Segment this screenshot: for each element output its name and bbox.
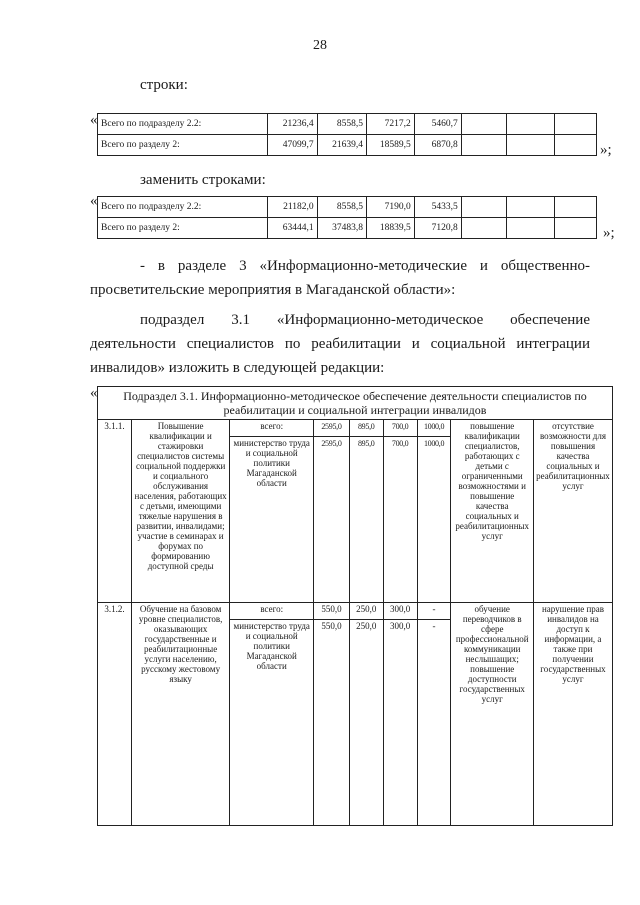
cell-empty [507, 197, 554, 218]
row-number: 3.1.2. [98, 603, 132, 826]
cell-value: 895,0 [349, 420, 383, 437]
table-row [98, 135, 597, 156]
cell-value: 2595,0 [314, 420, 350, 437]
cell-empty [554, 114, 596, 135]
cell-value: 250,0 [349, 620, 383, 826]
cell-empty [554, 135, 596, 156]
cell-value: 5460,7 [414, 114, 461, 135]
row-name: Всего по подразделу 2.2: [98, 114, 268, 135]
cell-value: 2595,0 [314, 437, 350, 603]
close-quote-2: »; [603, 225, 615, 241]
cell-value: 250,0 [349, 603, 383, 620]
total-label: всего: [230, 420, 314, 437]
cell-value: 21236,4 [268, 114, 317, 135]
cell-empty [507, 218, 554, 239]
cell-value: 1000,0 [417, 420, 451, 437]
cell-value: 18839,5 [367, 218, 415, 239]
open-quote-3: « [90, 385, 98, 401]
cell-value: 37483,8 [317, 218, 366, 239]
cell-value: 21639,4 [317, 135, 366, 156]
result-text: обучение переводчиков в сфере профессиональной коммуникации неслышащих; повышение доступности государственных услуг [451, 603, 534, 826]
para2-line2: деятельности специалистов по реабилитации и социальной интеграции [90, 336, 590, 352]
cell-empty [507, 114, 554, 135]
label-rows: строки: [140, 77, 188, 93]
cell-value: 47099,7 [268, 135, 317, 156]
table-row [98, 603, 613, 620]
organization: министерство труда и социальной политики Магаданской области [230, 620, 314, 826]
cell-empty [461, 218, 507, 239]
cell-empty [554, 197, 596, 218]
table-row [98, 197, 597, 218]
para2-line1: подраздел 3.1 «Информационно-методическое обеспечение [140, 312, 590, 328]
risk-text: нарушение прав инвалидов на доступ к информации, а также при получении государственных услуг [533, 603, 612, 826]
cell-empty [461, 197, 507, 218]
cell-value: 895,0 [349, 437, 383, 603]
cell-value: 8558,5 [317, 114, 366, 135]
label-replace: заменить строками: [140, 172, 266, 188]
cell-value: 18589,5 [367, 135, 415, 156]
risk-text: отсутствие возможности для повышения качества социальных и реабилитационных услуг [533, 420, 612, 603]
row-name: Всего по разделу 2: [98, 218, 268, 239]
subsection-header: Подраздел 3.1. Информационно-методическое обеспечение деятельности специалистов по реабилитации и социальной интеграции инвалидов [98, 387, 613, 420]
cell-value: 7120,8 [414, 218, 461, 239]
organization: министерство труда и социальной политики Магаданской области [230, 437, 314, 603]
table-new-rows [97, 196, 597, 239]
row-number: 3.1.1. [98, 420, 132, 603]
cell-value: 7217,2 [367, 114, 415, 135]
open-quote-1: « [90, 112, 98, 128]
cell-value: 300,0 [383, 620, 417, 826]
cell-value: 1000,0 [417, 437, 451, 603]
result-text: повышение квалификации специалистов, работающих с детьми с ограниченными возможностями и повышение качества социальных и реабилитационных услуг [451, 420, 534, 603]
page-number: 28 [313, 38, 327, 53]
cell-value: 21182,0 [268, 197, 317, 218]
cell-value: 700,0 [383, 437, 417, 603]
cell-value: 63444,1 [268, 218, 317, 239]
subsection-table [97, 386, 613, 826]
cell-value: - [417, 603, 451, 620]
table-header-row [98, 387, 613, 420]
total-label: всего: [230, 603, 314, 620]
para1-line1: - в разделе 3 «Информационно-методические и общественно- [140, 258, 590, 274]
cell-value: 700,0 [383, 420, 417, 437]
para1-line2: просветительские мероприятия в Магаданской области»: [90, 282, 456, 298]
close-quote-1: »; [600, 142, 612, 158]
cell-empty [554, 218, 596, 239]
cell-value: 8558,5 [317, 197, 366, 218]
table-row [98, 218, 597, 239]
cell-value: 5433,5 [414, 197, 461, 218]
row-name: Всего по разделу 2: [98, 135, 268, 156]
cell-value: 7190,0 [367, 197, 415, 218]
cell-value: - [417, 620, 451, 826]
cell-value: 550,0 [314, 620, 350, 826]
cell-value: 300,0 [383, 603, 417, 620]
cell-value: 550,0 [314, 603, 350, 620]
row-name: Обучение на базовом уровне специалистов, оказывающих государственные и реабилитационные услуги населению, русскому жестовому языку [131, 603, 229, 826]
cell-value: 6870,8 [414, 135, 461, 156]
row-name: Повышение квалификации и стажировки специалистов системы социальной поддержки и социального обслуживания населения, работающих с детьми, имеющими тяжелые нарушения в развитии, инвалидами; участие в семинарах и форумах по формированию доступной среды [131, 420, 229, 603]
open-quote-2: « [90, 193, 98, 209]
table-row [98, 114, 597, 135]
cell-empty [461, 114, 507, 135]
row-name: Всего по подразделу 2.2: [98, 197, 268, 218]
table-row [98, 420, 613, 437]
table-old-rows [97, 113, 597, 156]
cell-empty [461, 135, 507, 156]
cell-empty [507, 135, 554, 156]
para2-line3: инвалидов» изложить в следующей редакции: [90, 360, 385, 376]
